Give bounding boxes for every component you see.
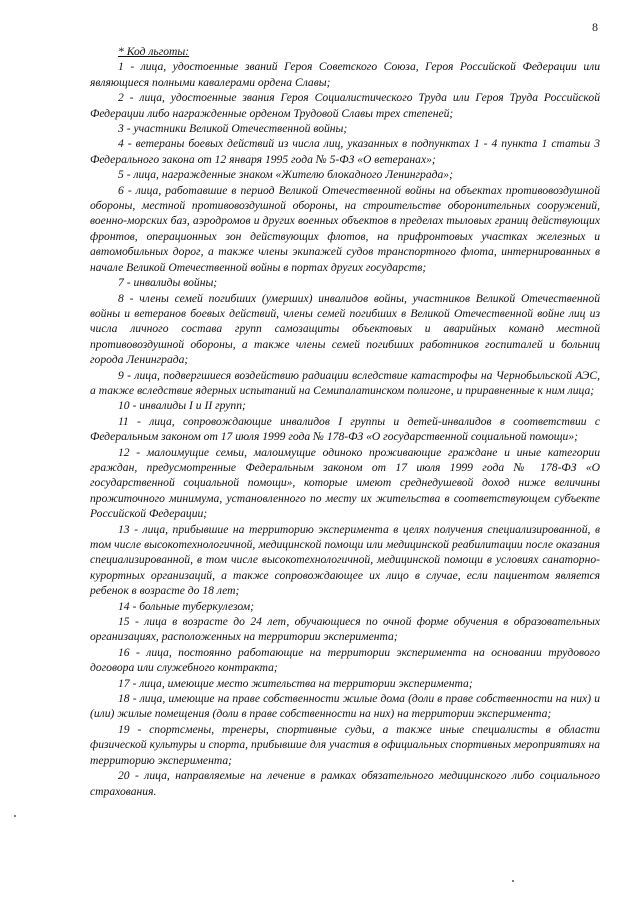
section-heading: * Код льготы: bbox=[118, 45, 190, 58]
benefit-code-item: 1 - лица, удостоенные званий Героя Советского Союза, Героя Российской Федерации или являющиеся полными кавалерами ордена Славы; bbox=[90, 60, 600, 89]
benefit-code-item: 2 - лица, удостоенные звания Героя Социалистического Труда или Героя Труда Российской Федерации либо награжденные орденом Трудовой Славы трех степеней; bbox=[90, 91, 600, 120]
benefit-code-item: 16 - лица, постоянно работающие на территории эксперимента на основании трудового договора или служебного контракта; bbox=[90, 645, 600, 675]
benefit-code-item: 6 - лица, работавшие в период Великой Отечественной войны на объектах противовоздушной обороны, местной противовоздушной обороны, на строительстве оборонительных сооружений, военно-морских баз, аэродромов и других военных объектов в пределах тыловых границ действующих фронтов, операционных зон действующих флотов, на прифронтовых участках железных и автомобильных дорог, а также члены экипажей судов транспортного флота, интернированных в начале Великой Отечественной войны в портах других государств; bbox=[90, 183, 600, 274]
benefit-code-item: 18 - лица, имеющие на праве собственности жилые дома (доли в праве собственности на них) и (или) жилые помещения (доли в праве собственности на них) на территории эксперимента; bbox=[90, 692, 600, 721]
benefit-code-item: 17 - лица, имеющие место жительства на территории эксперимента; bbox=[118, 676, 473, 690]
scan-speck bbox=[14, 815, 16, 817]
benefit-codes-section bbox=[90, 44, 600, 799]
benefit-code-item: 7 - инвалиды войны; bbox=[118, 276, 218, 290]
benefit-code-item: 13 - лица, прибывшие на территорию эксперимента в целях получения специализированной, в том числе высокотехнологичной, медицинской помощи или медицинской реабилитации после оказания специализированной, в том числе высокотехнологичной, медицинской помощи в условиях санаторно-курортных организаций, а также сопровождающее их лицо в случае, если пациентом является ребенок в возрасте до 18 лет; bbox=[90, 522, 600, 598]
benefit-code-item: 11 - лица, сопровождающие инвалидов I группы и детей-инвалидов в соответствии с Федеральным законом от 17 июля 1999 года № 178-ФЗ «О государственной социальной помощи»; bbox=[90, 414, 600, 444]
scan-speck bbox=[512, 880, 514, 882]
page-number: 8 bbox=[592, 20, 598, 34]
benefit-code-item: 3 - участники Великой Отечественной войны; bbox=[118, 122, 348, 136]
benefit-code-item: 14 - больные туберкулезом; bbox=[118, 599, 254, 613]
benefit-code-item: 12 - малоимущие семьи, малоимущие одиноко проживающие граждане и иные категории граждан, предусмотренные Федеральным законом от 17 июля 1999 года № 178-ФЗ «О государственной социальной помощи», которые имеют среднедушевой доход ниже величины прожиточного минимума, установленного по месту их жительства в соответствующем субъекте Российской Федерации; bbox=[90, 445, 600, 521]
benefit-code-item: 4 - ветераны боевых действий из числа лиц, указанных в подпунктах 1 - 4 пункта 1 статьи 3 Федерального закона от 12 января 1995 года № 5-ФЗ «О ветеранах»; bbox=[90, 137, 600, 166]
benefit-code-item: 5 - лица, награжденные знаком «Жителю блокадного Ленинграда»; bbox=[118, 168, 453, 182]
benefit-code-item: 9 - лица, подвергшиеся воздействию радиации вследствие катастрофы на Чернобыльской АЭС, а также вследствие ядерных испытаний на Семипалатинском полигоне, и приравненные к ним лица; bbox=[90, 368, 600, 397]
benefit-code-item: 10 - инвалиды I и II групп; bbox=[118, 399, 246, 413]
benefit-code-item: 15 - лица в возрасте до 24 лет, обучающиеся по очной форме обучения в образовательных организациях, расположенных на территории эксперимента; bbox=[90, 615, 600, 644]
benefit-code-item: 8 - члены семей погибших (умерших) инвалидов войны, участников Великой Отечественной войны и ветеранов боевых действий, члены семей погибших в Великой Отечественной войне лиц из числа личного состава групп самозащиты объектовых и аварийных команд местной противовоздушной обороны, а также члены семей погибших работников госпиталей и больниц города Ленинграда; bbox=[90, 291, 600, 367]
benefit-code-item: 19 - спортсмены, тренеры, спортивные судьи, а также иные специалисты в области физической культуры и спорта, прибывшие для участия в официальных спортивных мероприятиях на территорию эксперимента; bbox=[90, 722, 600, 767]
benefit-code-item: 20 - лица, направляемые на лечение в рамках обязательного медицинского либо социального страхования. bbox=[90, 769, 600, 798]
